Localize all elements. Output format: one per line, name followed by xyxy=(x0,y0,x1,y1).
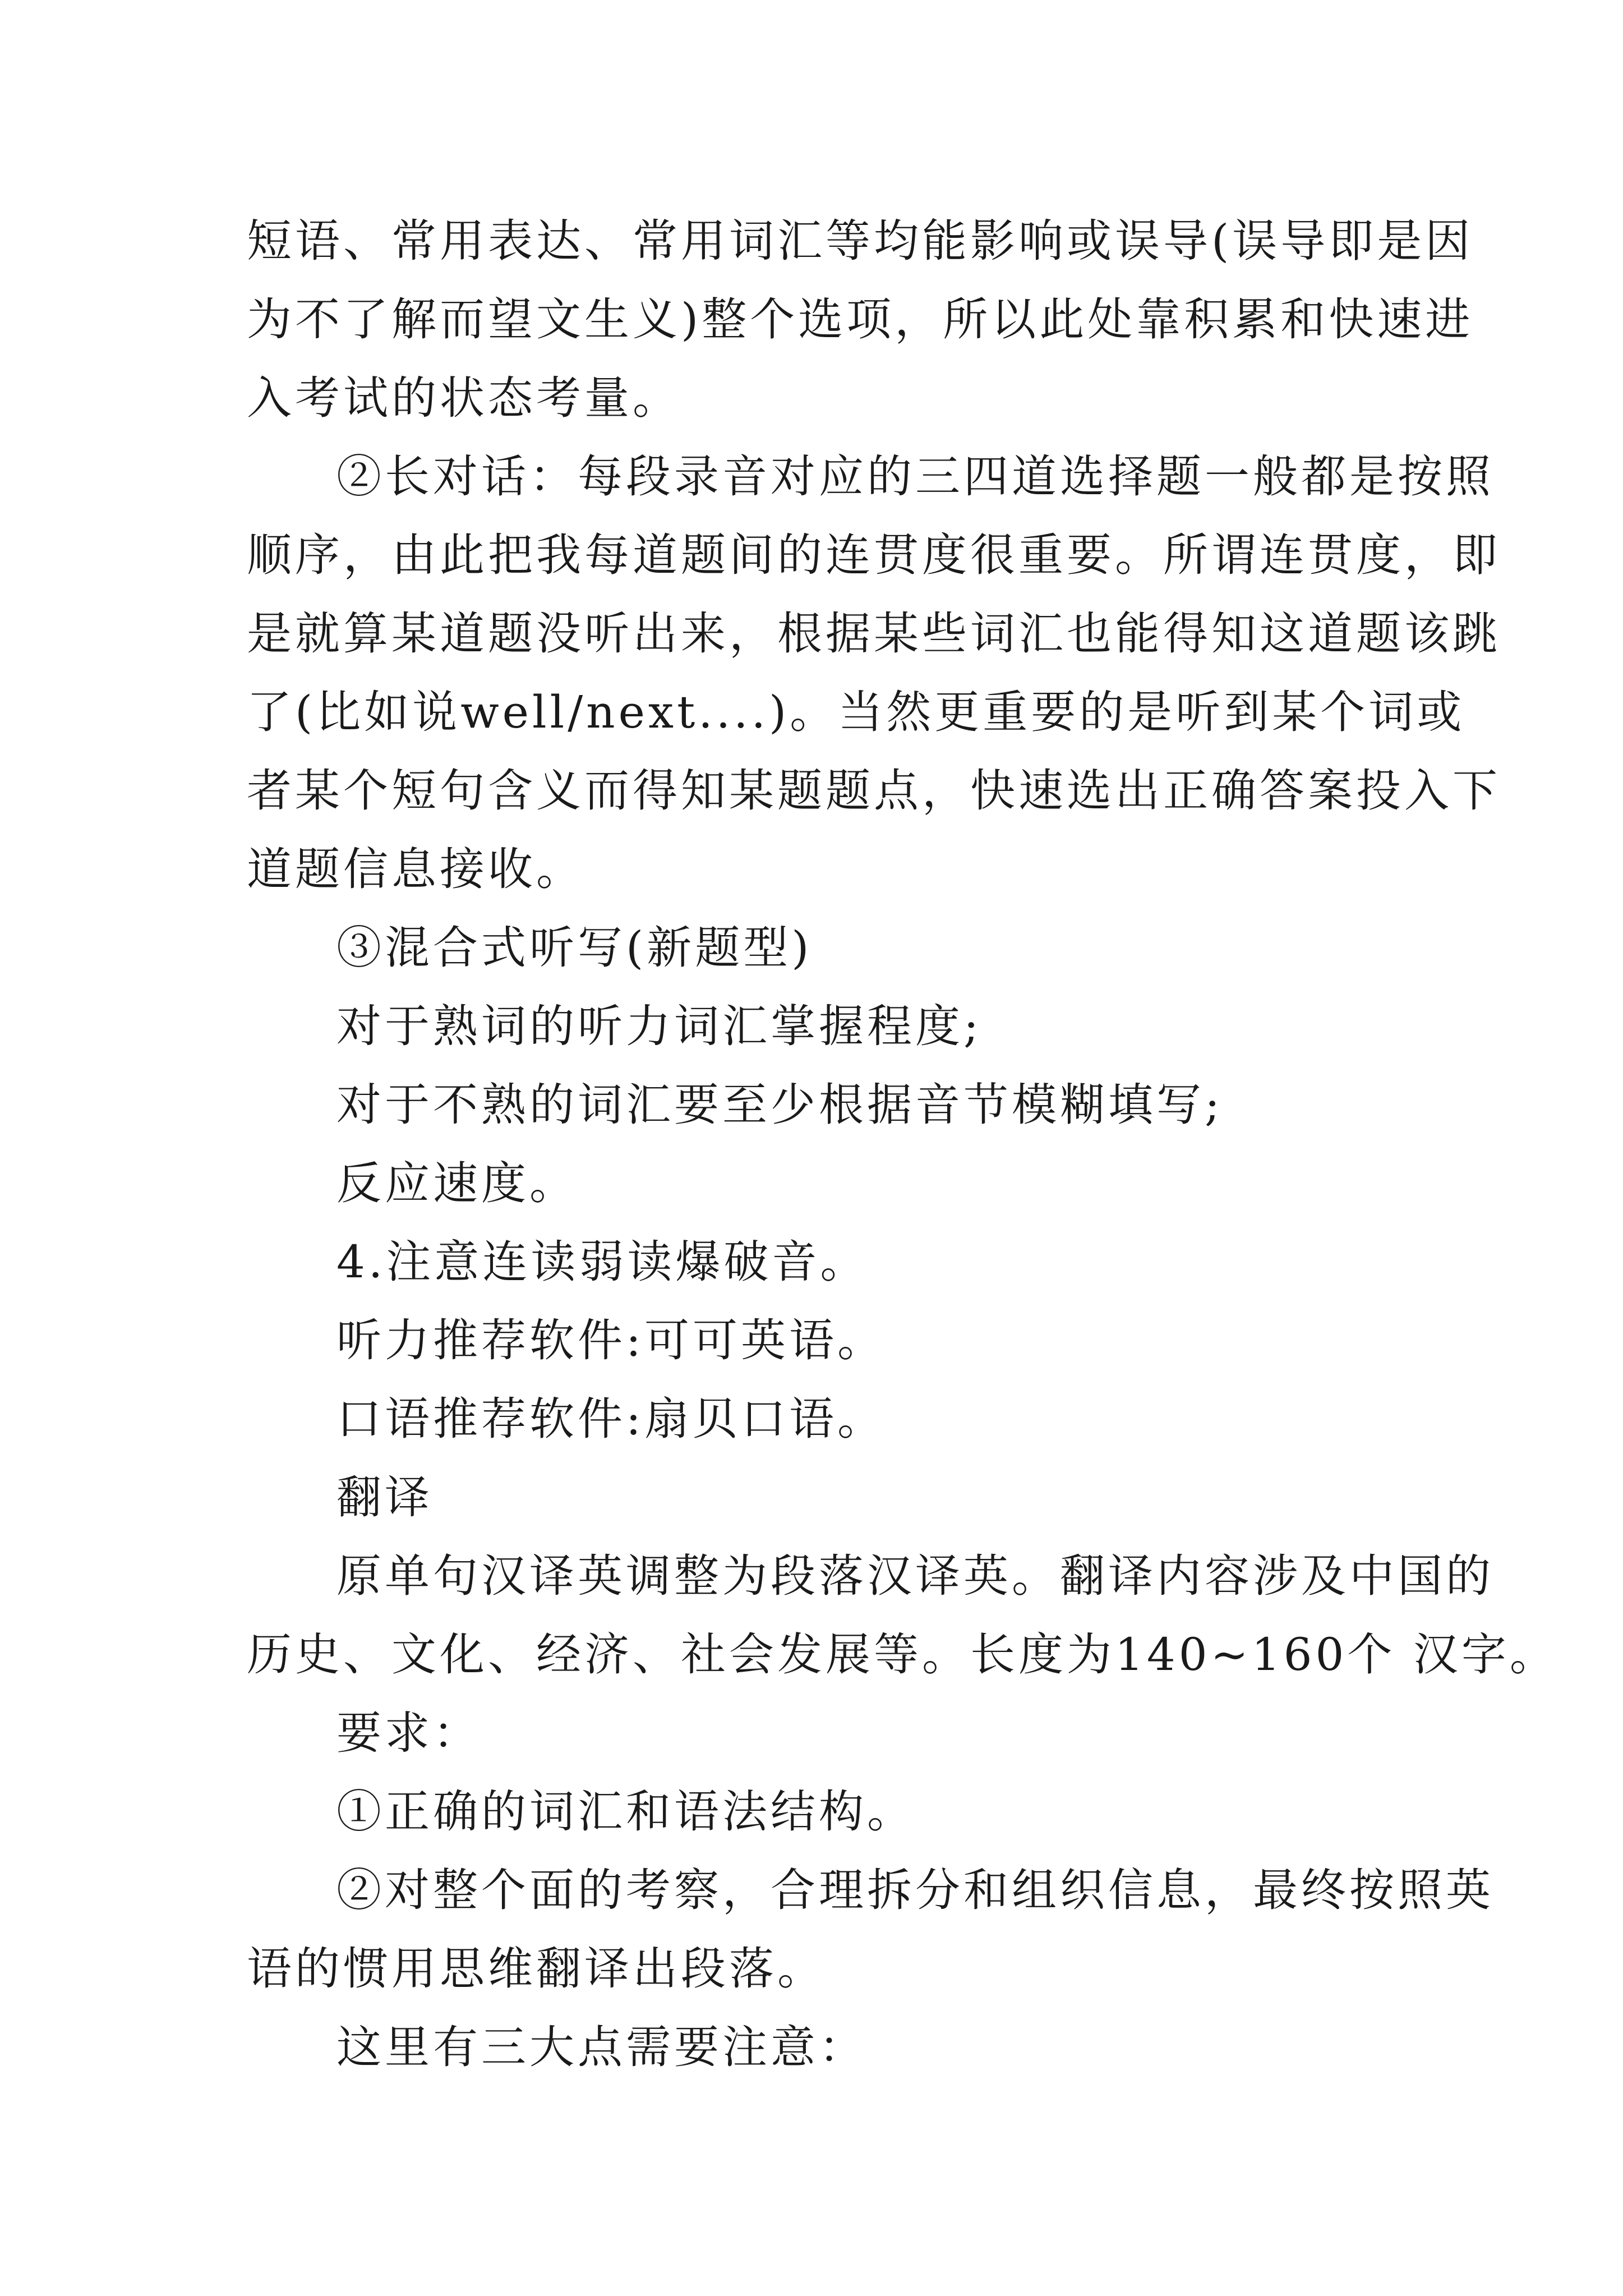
text-line: 反应速度。 xyxy=(336,1157,578,1209)
text-line: 对于不熟的词汇要至少根据音节模糊填写; xyxy=(336,1079,1223,1131)
text-line: 是就算某道题没听出来，根据某些词汇也能得知这道题该跳 xyxy=(247,608,1501,660)
text-line: 口语推荐软件:扇贝口语。 xyxy=(336,1393,886,1445)
text-line: 为不了解而望文生义)整个选项，所以此处靠积累和快速进 xyxy=(247,293,1474,346)
text-line: 这里有三大点需要注意： xyxy=(336,2021,867,2073)
text-line: 4.注意连读弱读爆破音。 xyxy=(336,1236,869,1288)
text-line: ②对整个面的考察，合理拆分和组织信息，最终按照英 xyxy=(336,1864,1494,1916)
text-line: 听力推荐软件:可可英语。 xyxy=(336,1314,886,1366)
text-line: 历史、文化、经济、社会发展等。长度为140~160个 汉字。 xyxy=(247,1628,1558,1681)
text-line: 要求： xyxy=(336,1707,481,1759)
text-line: ②长对话：每段录音对应的三四道选择题一般都是按照 xyxy=(336,450,1494,503)
text-line: 道题信息接收。 xyxy=(247,843,584,895)
text-line: 语的惯用思维翻译出段落。 xyxy=(247,1943,826,1995)
text-line: 短语、常用表达、常用词汇等均能影响或误导(误导即是因 xyxy=(247,215,1474,267)
text-line: 者某个短句含义而得知某题题点，快速选出正确答案投入下 xyxy=(247,765,1501,817)
text-line: 原单句汉译英调整为段落汉译英。翻译内容涉及中国的 xyxy=(336,1550,1494,1602)
text-line: ③混合式听写(新题型) xyxy=(336,922,813,974)
text-line: 顺序，由此把我每道题间的连贯度很重要。所谓连贯度，即 xyxy=(247,529,1501,581)
text-line: 对于熟词的听力词汇掌握程度; xyxy=(336,1000,982,1052)
text-line: 入考试的状态考量。 xyxy=(247,372,681,424)
text-line: 翻译 xyxy=(336,1471,433,1524)
text-line: ①正确的词汇和语法结构。 xyxy=(336,1786,915,1838)
text-line: 了(比如说well/next....)。当然更重要的是听到某个词或 xyxy=(247,686,1465,738)
